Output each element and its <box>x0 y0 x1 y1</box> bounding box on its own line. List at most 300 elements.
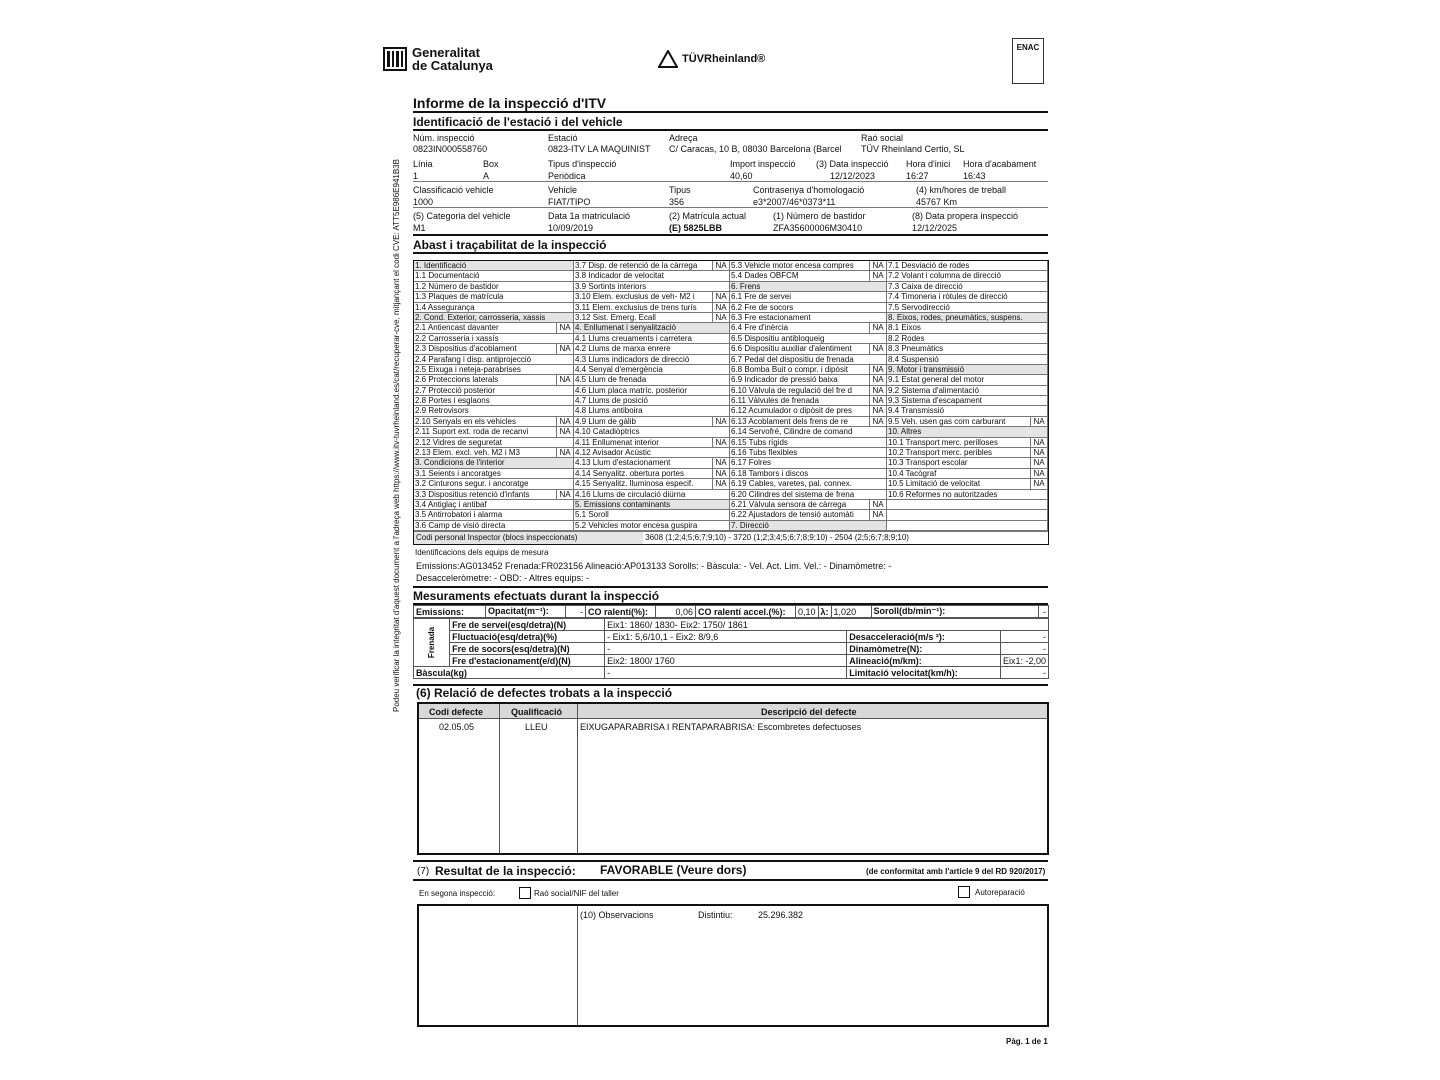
scope-item-na: NA <box>869 386 886 396</box>
scope-item <box>887 261 1048 271</box>
inspector-value: 3608 (1;2;4;5;6;7;9;10) - 3720 (1;2;3;4;5;6;7;8;9;10) - 2504 (2;5;6;7;8;9;10) <box>645 533 909 542</box>
abast-col-4 <box>887 261 1048 531</box>
scope-item <box>730 417 887 427</box>
scope-item-label: 6.14 Servofré, Cilindre de comand <box>731 427 853 437</box>
scope-item-label: 3.2 Cinturons segur. i ancoratge <box>415 479 529 489</box>
id-heading: Identificació de l'estació i del vehicle <box>413 115 623 129</box>
scope-item-na: NA <box>712 458 729 468</box>
value-km: 45767 Km <box>916 197 958 207</box>
co-ralenti-label: CO ralentí(%): <box>586 606 656 618</box>
scope-item <box>414 521 574 531</box>
scope-item-na: NA <box>1030 479 1047 489</box>
scope-item-label: 2.2 Carrosseria i xassís <box>415 333 499 343</box>
divider <box>413 181 1048 182</box>
divider <box>413 234 1048 236</box>
scope-item <box>730 510 887 520</box>
opacitat-label: Opacitat(m⁻¹): <box>486 606 566 618</box>
scope-item <box>574 271 730 281</box>
page-number: Pàg. 1 de 1 <box>1006 1037 1048 1046</box>
label-tipus: Tipus <box>669 185 691 195</box>
scope-item <box>887 427 1048 437</box>
logo-line2: de Catalunya <box>412 58 493 73</box>
scope-item-label: 4.16 Llums de circulació diürna <box>575 489 686 499</box>
scope-item <box>730 521 887 531</box>
value-rao-social: TÜV Rheinland Certio, SL <box>861 144 965 154</box>
scope-item <box>730 427 887 437</box>
header-codi: Codi defecte <box>429 707 484 717</box>
scope-item <box>574 375 730 385</box>
value-vehicle: FIAT/TIPO <box>548 197 591 207</box>
label-estacio: Estació <box>548 133 578 143</box>
scope-item <box>730 469 887 479</box>
verification-text: Podeu verificar la integritat d'aquest document a l'adreça web https://www.itv-tuvrheinland.es/cat/recuperar-cve, mitjançant el codi CVE: ATT5E986E941B3B <box>392 159 401 712</box>
scope-item-label: 8.3 Pneumàtics <box>888 344 944 354</box>
scope-item-na: NA <box>712 479 729 489</box>
scope-item-label: 6.16 Tubs flexibles <box>731 448 798 458</box>
scope-item-na: NA <box>556 417 573 427</box>
desacceleracio-label: Desacceleració(m/s ²): <box>847 631 1001 643</box>
scope-item-na: NA <box>556 490 573 500</box>
scope-item-label: 3.10 Elem. exclusius de veh- M2 i <box>575 292 695 302</box>
scope-item-label: 8.4 Suspensió <box>888 354 939 364</box>
tuv-text: TÜVRheinland® <box>682 53 766 65</box>
label-rao-social: Raó social <box>861 133 904 143</box>
lambda-label: λ: <box>818 606 831 618</box>
scope-item-label: 6.6 Dispositiu auxiliar d'alentiment <box>731 344 852 354</box>
defecte-codi: 02.05.05 <box>439 722 475 732</box>
abast-col-3 <box>730 261 887 531</box>
scope-item-label: 6.13 Acoblament dels frens de re <box>731 416 848 426</box>
fre-servei-label: Fre de servei(esq/detra)(N) <box>450 619 605 631</box>
segona-label: En segona inspecció: <box>419 889 496 898</box>
scope-item-label: 4.15 Senyalitz. lluminosa especif. <box>575 479 694 489</box>
label-import: Import inspecció <box>730 159 796 169</box>
scope-item-label: 2.12 Vidres de seguretat <box>415 437 503 447</box>
scope-item <box>414 355 574 365</box>
bascula-value: - <box>605 667 847 679</box>
scope-item-na: NA <box>556 344 573 354</box>
defecte-qualificacio: LLEU <box>525 722 548 732</box>
scope-item-label: 4.10 Catadiòptrics <box>575 427 640 437</box>
scope-item-na: NA <box>869 271 886 281</box>
scope-item-label: 10.4 Tacògraf <box>888 468 937 478</box>
observacions-box <box>417 904 1049 1027</box>
scope-item-label: 2. Cond. Exterior, carrosseria, xassis <box>415 312 546 322</box>
divider <box>413 860 1048 862</box>
scope-item <box>414 396 574 406</box>
label-adreca: Adreça <box>669 133 698 143</box>
scope-item-label: 4.12 Avisador Acústic <box>575 448 651 458</box>
scope-item-na: NA <box>1030 458 1047 468</box>
divider <box>413 111 1048 113</box>
scope-item-label: 6.1 Fre de servei <box>731 292 792 302</box>
fre-estacionament-value: Eix2: 1800/ 1760 <box>605 655 847 667</box>
label-homologacio: Contrasenya d'homologació <box>753 185 865 195</box>
scope-item <box>574 261 730 271</box>
scope-item-label: 9.5 Veh. usen gas com carburant <box>888 416 1006 426</box>
scope-item-label: 5. Emissions contaminants <box>575 499 671 509</box>
scope-item <box>414 365 574 375</box>
scope-item-na: NA <box>1030 438 1047 448</box>
abast-heading: Abast i traçabilitat de la inspecció <box>413 238 607 252</box>
scope-item <box>887 334 1048 344</box>
scope-item-label: 10.6 Reformes no autoritzades <box>888 489 998 499</box>
resultat-note: (de conformitat amb l'article 9 del RD 920/2017) <box>866 867 1046 876</box>
scope-item <box>574 365 730 375</box>
co-accel-label: CO ralentí accel.(%): <box>696 606 796 618</box>
scope-item-na: NA <box>869 406 886 416</box>
scope-item-label: 3.6 Camp de visió directa <box>415 520 506 530</box>
scope-item-label: 5.2 Vehicles motor encesa guspira <box>575 520 698 530</box>
scope-item-label: 7.3 Caixa de direcció <box>888 281 963 291</box>
scope-item-label: 4.8 Llums antiboira <box>575 406 643 416</box>
scope-item <box>574 344 730 354</box>
fre-servei-value: Eix1: 1860/ 1830- Eix2: 1750/ 1861 <box>605 619 1049 631</box>
scope-item <box>414 261 574 271</box>
scope-item <box>887 458 1048 468</box>
scope-item-label: 10. Altres <box>888 427 922 437</box>
equips-line1: Emissions:AG013452 Frenada:FR023156 Alineació:AP013133 Sorolls: - Bàscula: - Vel. Act. Lim. Vel.: - Dinamòmetre: - <box>416 561 892 571</box>
value-hora-acabament: 16:43 <box>963 171 986 181</box>
scope-item <box>730 396 887 406</box>
scope-item <box>730 261 887 271</box>
scope-item-na: NA <box>556 323 573 333</box>
scope-item-label: 7.4 Timoneria i ròtules de direcció <box>888 292 1008 302</box>
scope-item-na: NA <box>1030 469 1047 479</box>
equips-label: Identificacions dels equips de mesura <box>415 548 549 557</box>
limitacio-value: - <box>1000 667 1048 679</box>
scope-item-label: 3.11 Elem. exclusius de trens turís <box>575 302 697 312</box>
scope-item <box>887 448 1048 458</box>
scope-item-label: 6.5 Dispositiu antibloqueig <box>731 333 825 343</box>
scope-item <box>414 458 574 468</box>
scope-item-label: 3. Condicions de l'interior <box>415 458 505 468</box>
scope-item-label: 3.8 Indicador de velocitat <box>575 271 664 281</box>
defectes-table <box>417 702 1049 855</box>
label-data-inspeccio: (3) Data inspecció <box>816 159 889 169</box>
scope-item <box>574 510 730 520</box>
scope-item <box>574 458 730 468</box>
value-adreca: C/ Caracas, 10 B, 08030 Barcelona (Barcel <box>669 144 842 154</box>
scope-item-label: 2.5 Eixuga i neteja-parabrises <box>415 364 521 374</box>
scope-item-label: 1.2 Número de bastidor <box>415 281 499 291</box>
scope-item <box>730 365 887 375</box>
bascula-label: Bàscula(kg) <box>414 667 605 679</box>
scope-item <box>730 292 887 302</box>
scope-item-label: 4.14 Senyalitz. obertura portes <box>575 468 684 478</box>
scope-item-label: 6.8 Bomba Buit o compr. i dipòsit <box>731 364 848 374</box>
scope-item <box>887 292 1048 302</box>
label-num-inspeccio: Núm. inspecció <box>413 133 475 143</box>
label-hora-acabament: Hora d'acabament <box>963 159 1037 169</box>
scope-item-na: NA <box>556 448 573 458</box>
scope-item <box>730 313 887 323</box>
scope-item-label: 8. Eixos, rodes, pneumàtics, suspens. <box>888 312 1023 322</box>
scope-item <box>574 334 730 344</box>
scope-item <box>414 386 574 396</box>
scope-item-label: 5.3 Vehicle motor encesa compres <box>731 261 854 270</box>
scope-item <box>414 490 574 500</box>
label-tipus-inspeccio: Tipus d'inspecció <box>548 159 617 169</box>
frenada-label: Frenada <box>427 626 437 659</box>
scope-item <box>730 323 887 333</box>
scope-item-na: NA <box>712 469 729 479</box>
scope-item <box>730 458 887 468</box>
scope-item <box>414 334 574 344</box>
scope-item-label: 1.1 Documentació <box>415 271 480 281</box>
scope-item <box>887 313 1048 323</box>
scope-item-label: 1.3 Plaques de matrícula <box>415 292 504 302</box>
scope-item-label: 10.5 Limitació de velocitat <box>888 479 981 489</box>
label-bastidor: (1) Número de bastidor <box>773 211 866 221</box>
value-import: 40,60 <box>730 171 753 181</box>
scope-item-label: 2.13 Elem. excl. veh. M2 i M3 <box>415 448 520 458</box>
soroll-value: - <box>1039 606 1049 618</box>
scope-item-na: NA <box>869 344 886 354</box>
label-km: (4) km/hores de treball <box>916 185 1007 195</box>
scope-item-na: NA <box>869 261 886 271</box>
resultat-num: (7) <box>417 866 430 877</box>
scope-item-na: NA <box>1030 448 1047 458</box>
scope-item-label: 4.5 Llum de frenada <box>575 375 647 385</box>
value-data-inspeccio: 12/12/2023 <box>830 171 876 181</box>
scope-item <box>887 490 1048 500</box>
scope-item <box>574 282 730 292</box>
scope-item <box>414 282 574 292</box>
fre-estacionament-label: Fre d'estacionament(e/d)(N) <box>450 655 605 667</box>
divider <box>413 129 1048 131</box>
scope-item <box>887 355 1048 365</box>
scope-item <box>574 448 730 458</box>
scope-item <box>730 438 887 448</box>
scope-item <box>887 510 1048 520</box>
scope-item-label: 2.1 Antiencast davanter <box>415 323 499 333</box>
scope-item <box>574 521 730 531</box>
scope-item <box>414 344 574 354</box>
scope-item <box>887 396 1048 406</box>
alineacio-value: Eix1: -2,00 <box>1000 655 1048 667</box>
label-linia: Línia <box>413 159 433 169</box>
scope-item-na: NA <box>869 396 886 406</box>
scope-item-label: 5.4 Dades OBFCM <box>731 271 799 281</box>
scope-item-label: 8.2 Rodes <box>888 333 925 343</box>
value-homologacio: e3*2007/46*0373*11 <box>753 197 836 207</box>
scope-item-label: 6.3 Fre estacionament <box>731 312 811 322</box>
col-divider <box>577 906 578 1025</box>
scope-item <box>574 292 730 302</box>
scope-item <box>887 303 1048 313</box>
scope-item-label: 3.7 Disp. de retenció de la càrrega <box>575 261 698 270</box>
scope-item <box>574 313 730 323</box>
distintiu-value: 25.296.382 <box>758 910 804 920</box>
scope-item <box>730 344 887 354</box>
fre-socors-value: - <box>605 643 847 655</box>
scope-item <box>730 500 887 510</box>
measurements-table <box>413 605 1049 679</box>
defectes-heading: (6) Relació de defectes trobats a la inspecció <box>416 686 673 700</box>
scope-item <box>887 417 1048 427</box>
value-categoria: M1 <box>413 223 426 233</box>
scope-item-label: 2.3 Dispositius d'acoblament <box>415 344 517 354</box>
scope-item <box>414 417 574 427</box>
lambda-value: 1,020 <box>831 606 871 618</box>
scope-item <box>574 427 730 437</box>
generalitat-emblem-icon <box>383 47 407 71</box>
scope-item-label: 2.7 Protecció posterior <box>415 385 496 395</box>
scope-item-label: 6.19 Cables, varetes, pal. connex. <box>731 479 852 489</box>
scope-item <box>887 406 1048 416</box>
scope-item-label: 3.3 Dispositius retenció d'infants <box>415 489 530 499</box>
divider <box>413 879 1048 881</box>
scope-item-label: 4.6 Llum placa matríc. posterior <box>575 385 688 395</box>
scope-item-label: 2.10 Senyals en els vehicles <box>415 416 516 426</box>
scope-item-na: NA <box>712 261 729 271</box>
label-classificacio: Classificació vehicle <box>413 185 494 195</box>
inspector-label: Codi personal Inspector (blocs inspeccionats) <box>414 532 643 544</box>
scope-item-na: NA <box>712 438 729 448</box>
scope-item <box>574 355 730 365</box>
defecte-descripcio: EIXUGAPARABRISA I RENTAPARABRISA: Escombretes defectuoses <box>580 722 862 732</box>
frenada-side-label <box>414 619 450 667</box>
scope-item-label: 2.6 Proteccions laterals <box>415 375 499 385</box>
label-box: Box <box>483 159 499 169</box>
scope-item-label: 6.12 Acumulador o dipòsit de pres <box>731 406 852 416</box>
scope-item <box>887 521 1048 531</box>
scope-item <box>730 303 887 313</box>
scope-item <box>730 479 887 489</box>
scope-item-label: 5.1 Soroll <box>575 510 609 520</box>
scope-item <box>414 303 574 313</box>
value-tipus-inspeccio: Periòdica <box>548 171 586 181</box>
scope-item <box>414 438 574 448</box>
scope-item-label: 7.2 Volant i columna de direcció <box>888 271 1001 281</box>
scope-item <box>730 406 887 416</box>
scope-item-na: NA <box>869 500 886 510</box>
scope-item <box>414 375 574 385</box>
scope-item <box>730 334 887 344</box>
scope-item <box>887 375 1048 385</box>
fluctuacio-value: - Eix1: 5,6/10,1 - Eix2: 8/9,6 <box>605 631 847 643</box>
scope-item-label: 9.3 Sistema d'escapament <box>888 396 983 406</box>
col-divider <box>577 704 578 853</box>
scope-item <box>730 271 887 281</box>
scope-item <box>887 386 1048 396</box>
label-matricula: (2) Matrícula actual <box>669 211 747 221</box>
value-propera: 12/12/2025 <box>912 223 958 233</box>
scope-item-label: 9.1 Estat general del motor <box>888 375 985 385</box>
scope-item <box>414 500 574 510</box>
value-hora-inici: 16:27 <box>906 171 929 181</box>
value-data-matriculacio: 10/09/2019 <box>548 223 594 233</box>
scope-item <box>887 365 1048 375</box>
scope-item <box>574 417 730 427</box>
scope-item-na: NA <box>712 303 729 313</box>
scope-item-label: 7. Direcció <box>731 520 769 530</box>
value-num-inspeccio: 0823IN000558760 <box>413 144 488 154</box>
scope-item-label: 3.9 Sortints interiors <box>575 281 647 291</box>
scope-item-label: 1. Identificació <box>415 261 467 270</box>
dinamometre-label: Dinamòmetre(N): <box>847 643 1001 655</box>
scope-item <box>887 323 1048 333</box>
scope-item <box>574 438 730 448</box>
scope-item <box>574 469 730 479</box>
scope-item-label: 10.2 Transport merc. peribles <box>888 448 993 458</box>
rao-social-checkbox[interactable] <box>519 887 531 899</box>
scope-item <box>730 448 887 458</box>
scope-item-label: 7.5 Servodirecció <box>888 302 950 312</box>
page-title: Informe de la inspecció d'ITV <box>413 95 607 111</box>
scope-item <box>574 490 730 500</box>
scope-item-label: 9.2 Sistema d'alimentació <box>888 385 979 395</box>
enac-seal <box>1012 38 1044 84</box>
scope-item-label: 10.3 Transport escolar <box>888 458 968 468</box>
autoreparacio-checkbox[interactable] <box>958 886 970 898</box>
value-linia: 1 <box>413 171 419 181</box>
distintiu-label: Distintiu: <box>698 910 733 920</box>
fluctuacio-label: Fluctuació(esq/detra)(%) <box>450 631 605 643</box>
value-matricula: (E) 5825LBB <box>669 223 723 233</box>
scope-item-label: 4.1 Llums creuaments i carretera <box>575 333 692 343</box>
value-bastidor: ZFA35600006M30410 <box>773 223 863 233</box>
scope-item-label: 2.11 Suport ext. roda de recanvi <box>415 427 529 437</box>
scope-item <box>414 469 574 479</box>
triangle-icon <box>658 50 678 68</box>
limitacio-label: Limitació velocitat(km/h): <box>847 667 1001 679</box>
scope-item <box>414 406 574 416</box>
scope-item <box>574 323 730 333</box>
abast-col-1 <box>414 261 574 531</box>
scope-item <box>414 292 574 302</box>
co-ralenti-value: 0,06 <box>656 606 696 618</box>
abast-col-2 <box>574 261 730 531</box>
scope-item-label: 6.15 Tubs rígids <box>731 437 788 447</box>
scope-item-label: 6.20 Cilindres del sistema de frena <box>731 489 855 499</box>
label-categoria: (5) Categoria del vehicle <box>413 211 511 221</box>
scope-item-na: NA <box>556 375 573 385</box>
scope-item-na: NA <box>869 323 886 333</box>
logo-line1: Generalitat <box>412 45 480 60</box>
scope-item-label: 4.13 Llum d'estacionament <box>575 458 671 468</box>
scope-item <box>574 500 730 510</box>
scope-item-na: NA <box>712 292 729 302</box>
scope-item-label: 2.8 Portes i esglaons <box>415 396 490 406</box>
scope-item-label: 4.9 Llum de gàlib <box>575 416 636 426</box>
value-estacio: 0823-ITV LA MAQUINIST <box>548 144 651 154</box>
scope-item-na: NA <box>869 510 886 520</box>
inspector-row <box>414 531 1048 544</box>
scope-item-label: 6.7 Pedal del dispositiu de frenada <box>731 354 854 364</box>
scope-item-label: 6.10 Vàlvula de regulació del fre d <box>731 385 852 395</box>
label-vehicle: Vehicle <box>548 185 578 195</box>
scope-item-label: 6.11 Vàlvules de frenada <box>731 396 819 406</box>
observacions-label: (10) Observacions <box>580 910 654 920</box>
scope-item-label: 4.11 Enllumenat interior <box>575 437 659 447</box>
equips-line2: Desacceleròmetre: - OBD: - Altres equips: - <box>416 573 590 583</box>
scope-item <box>887 469 1048 479</box>
dinamometre-value: - <box>1000 643 1048 655</box>
value-classificacio: 1000 <box>413 197 434 207</box>
enac-text: ENAC <box>1016 43 1040 52</box>
scope-item-label: 4.4 Senyal d'emergència <box>575 364 663 374</box>
scope-item <box>574 406 730 416</box>
scope-item-na: NA <box>556 427 573 437</box>
scope-item <box>730 282 887 292</box>
scope-item-na: NA <box>712 417 729 427</box>
scope-item-label: 3.12 Sist. Emerg. Ecall <box>575 312 656 322</box>
divider <box>413 252 1048 254</box>
scope-item <box>887 500 1048 510</box>
scope-item-label: 6.22 Ajustadors de tensió automàti <box>731 510 854 520</box>
